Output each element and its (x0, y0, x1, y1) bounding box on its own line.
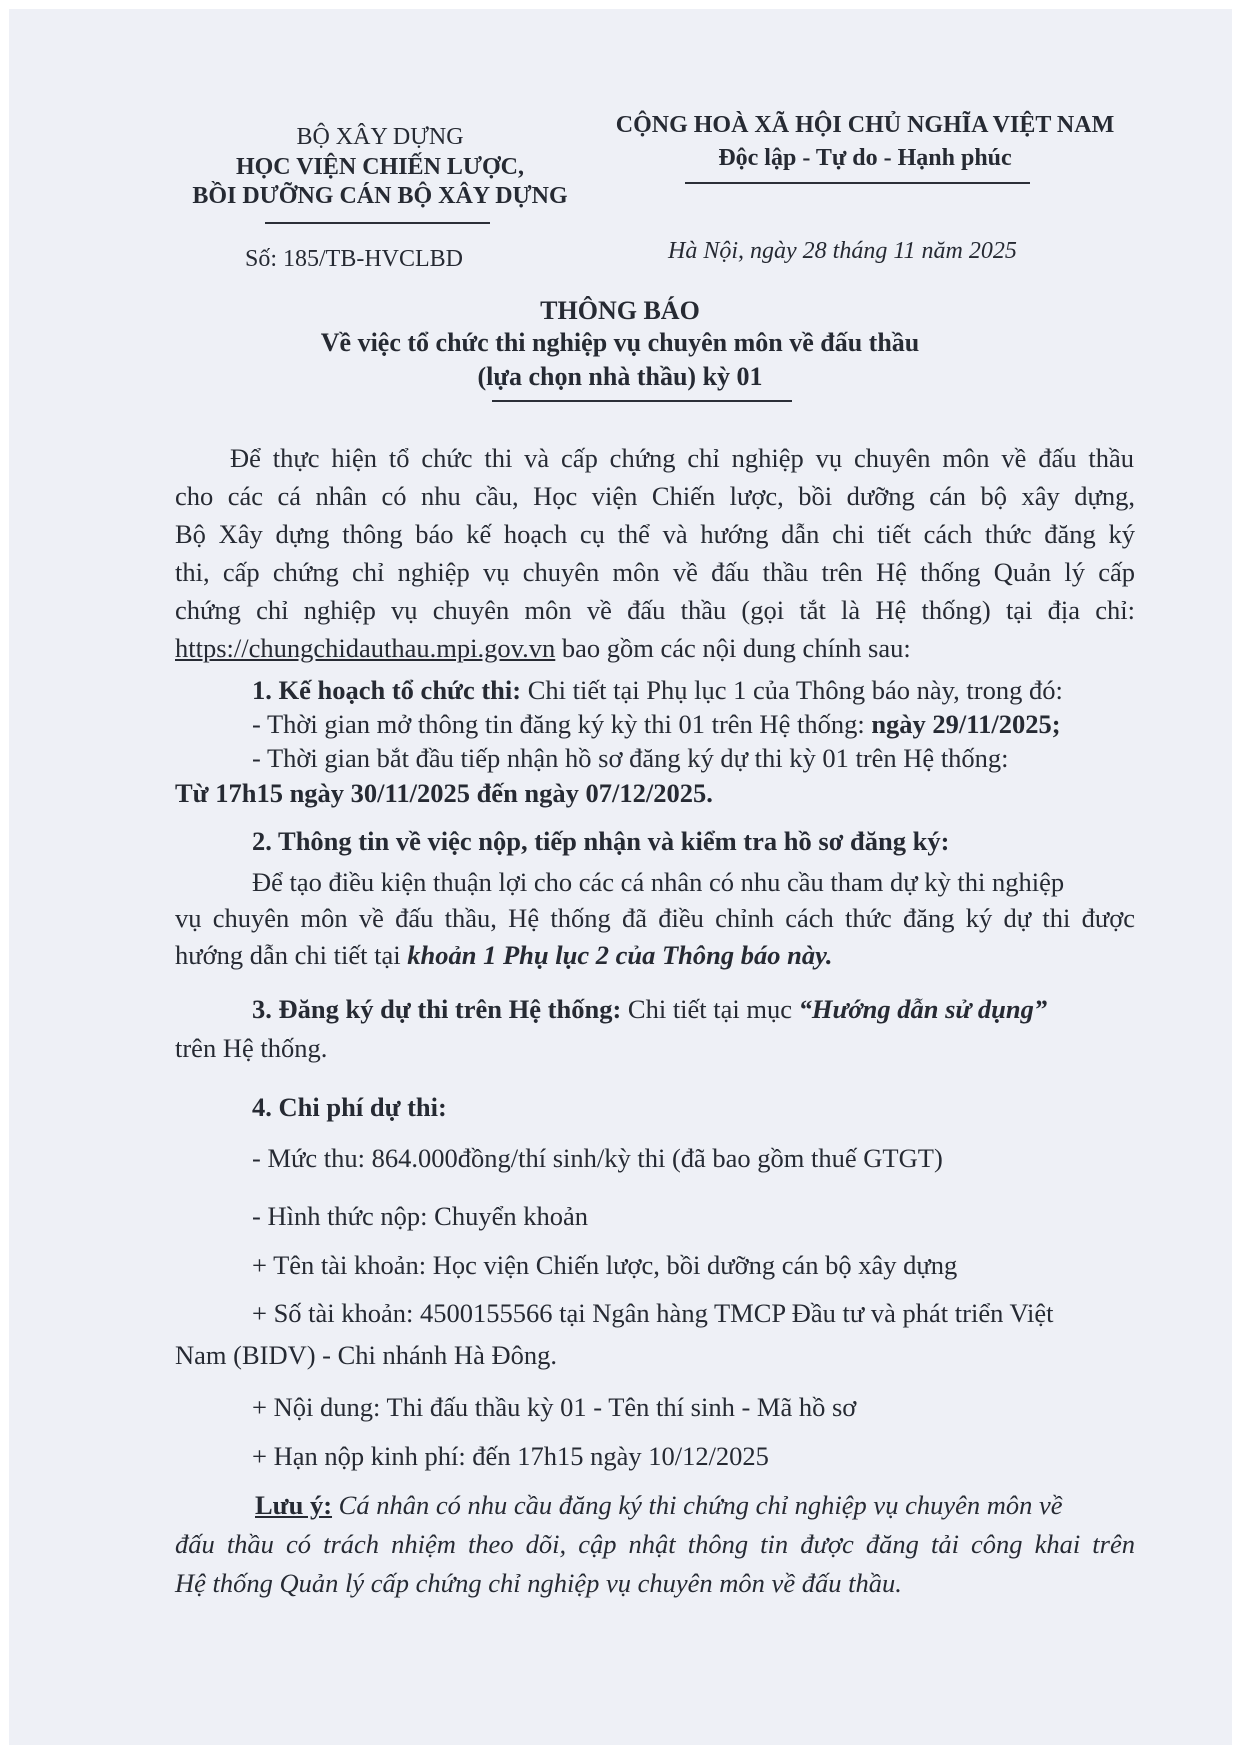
intro-link-line (175, 633, 911, 664)
section2-heading: 2. Thông tin về việc nộp, tiếp nhận và kiểm tra hồ sơ đăng ký: (252, 826, 950, 856)
note-line (255, 1490, 1063, 1521)
system-url-link[interactable]: https://chungchidauthau.mpi.gov.vn (175, 633, 556, 663)
open-label: - Thời gian mở thông tin đăng ký kỳ thi 01 trên Hệ thống: (252, 709, 872, 739)
payment-deadline-line: + Hạn nộp kinh phí: đến 17h15 ngày 10/12/2025 (252, 1441, 769, 1471)
document-subtitle-1: Về việc tổ chức thi nghiệp vụ chuyên môn về đấu thầu (320, 328, 920, 357)
section1-open-line (252, 709, 1061, 740)
fee-line: - Mức thu: 864.000đồng/thí sinh/kỳ thi (đã bao gồm thuế GTGT) (252, 1143, 943, 1173)
section2-line (175, 940, 833, 971)
section1-heading: 1. Kế hoạch tổ chức thi: (252, 675, 522, 705)
payment-method-line: - Hình thức nộp: Chuyển khoản (252, 1201, 588, 1231)
section2-line: Để tạo điều kiện thuận lợi cho các cá nhân có nhu cầu tham dự kỳ thi nghiệp (252, 867, 1065, 897)
ministry-name: BỘ XÂY DỰNG (296, 124, 464, 150)
section1-heading-rest: Chi tiết tại Phụ lục 1 của Thông báo này, trong đó: (521, 675, 1063, 705)
intro-line: Để thực hiện tổ chức thi và cấp chứng chỉ nghiệp vụ chuyên môn về đấu thầu (230, 443, 1134, 473)
note-line: Hệ thống Quản lý cấp chứng chỉ nghiệp vụ chuyên môn về đấu thầu. (175, 1568, 902, 1598)
note-label: Lưu ý: (255, 1490, 333, 1520)
org-name-line2: BỒI DƯỠNG CÁN BỘ XÂY DỰNG (192, 183, 568, 209)
section4-heading: 4. Chi phí dự thi: (252, 1092, 447, 1122)
intro-line: cho các cá nhân có nhu cầu, Học viện Chiến lược, bồi dưỡng cán bộ xây dựng, (175, 481, 1135, 511)
document-subtitle-2: (lựa chọn nhà thầu) kỳ 01 (477, 362, 763, 391)
motto-underline (685, 182, 1030, 184)
bank-branch-line: Nam (BIDV) - Chi nhánh Hà Đông. (175, 1340, 557, 1370)
section1-receive-period: Từ 17h15 ngày 30/11/2025 đến ngày 07/12/2025. (175, 778, 713, 808)
intro-link-suffix: bao gồm các nội dung chính sau: (555, 633, 911, 663)
document-title: THÔNG BÁO (540, 296, 700, 325)
account-name-line: + Tên tài khoản: Học viện Chiến lược, bồi dưỡng cán bộ xây dựng (252, 1250, 958, 1280)
intro-line: Bộ Xây dựng thông báo kế hoạch cụ thể và hướng dẫn chi tiết cách thức đăng ký (175, 519, 1135, 549)
section3-heading: 3. Đăng ký dự thi trên Hệ thống: (252, 994, 622, 1024)
section1-receive-line: - Thời gian bắt đầu tiếp nhận hồ sơ đăng ký dự thi kỳ 01 trên Hệ thống: (252, 743, 1009, 773)
intro-line: chứng chỉ nghiệp vụ chuyên môn về đấu thầu (gọi tắt là Hệ thống) tại địa chỉ: (175, 595, 1135, 625)
section3-line2: trên Hệ thống. (175, 1033, 328, 1063)
section2-line3-prefix: hướng dẫn chi tiết tại (175, 940, 408, 970)
note-text: Cá nhân có nhu cầu đăng ký thi chứng chỉ nghiệp vụ chuyên môn về (332, 1490, 1063, 1520)
org-name-line1: HỌC VIỆN CHIẾN LƯỢC, (235, 154, 525, 180)
section2-line: vụ chuyên môn về đấu thầu, Hệ thống đã điều chỉnh cách thức đăng ký dự thi được (175, 903, 1135, 933)
country-name: CỘNG HOÀ XÃ HỘI CHỦ NGHĨA VIỆT NAM (615, 112, 1115, 138)
open-date: ngày 29/11/2025; (871, 709, 1061, 739)
transfer-content-line: + Nội dung: Thi đấu thầu kỳ 01 - Tên thí sinh - Mã hồ sơ (252, 1392, 857, 1422)
account-number-line: + Số tài khoản: 4500155566 tại Ngân hàng TMCP Đầu tư và phát triển Việt (252, 1298, 1054, 1328)
org-underline (265, 222, 490, 224)
title-underline (492, 400, 792, 402)
document-number: Số: 185/TB-HVCLBD (245, 246, 464, 272)
motto: Độc lập - Tự do - Hạnh phúc (718, 145, 1012, 171)
intro-line: thi, cấp chứng chỉ nghiệp vụ chuyên môn về đấu thầu trên Hệ thống Quản lý cấp (175, 557, 1135, 587)
place-date: Hà Nội, ngày 28 tháng 11 năm 2025 (668, 238, 1017, 264)
section3-heading-line (252, 994, 1047, 1025)
section2-appendix-ref: khoản 1 Phụ lục 2 của Thông báo này. (407, 940, 833, 970)
note-line: đấu thầu có trách nhiệm theo dõi, cập nhật thông tin được đăng tải công khai trên (175, 1529, 1135, 1559)
section3-heading-rest: Chi tiết tại mục (621, 994, 799, 1024)
section1-heading-line (252, 675, 1063, 706)
user-guide-ref: “Hướng dẫn sử dụng” (798, 994, 1048, 1024)
